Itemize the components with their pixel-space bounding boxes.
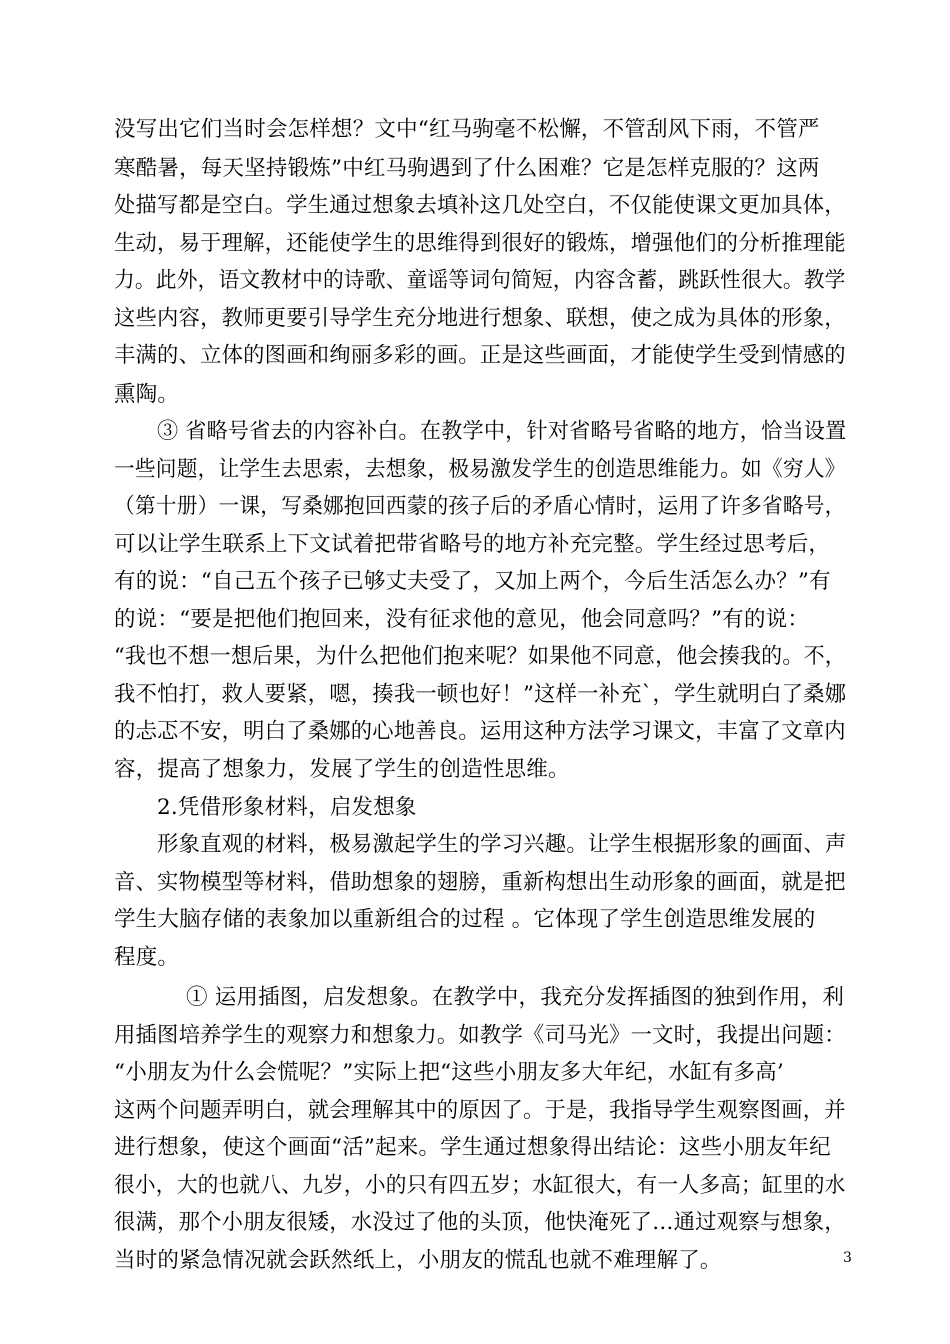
text-line: 很小，大的也就八、九岁，小的只有四五岁；水缸很大，有一人多高；缸里的水 [114,1173,846,1198]
text-line: 进行想象，使这个画面“活”起来。学生通过想象得出结论：这些小朋友年纪 [114,1135,831,1160]
text-line: 形象直观的材料，极易激起学生的学习兴趣。让学生根据形象的画面、声 [157,832,847,857]
text-line: （第十册）一课，写桑娜抱回西蒙的孩子后的矛盾心情时，运用了许多省略号， [114,494,846,519]
text-line: 这两个问题弄明白，就会理解其中的原因了。于是，我指导学生观察图画，并 [114,1098,846,1123]
text-line: ③ 省略号省去的内容补白。在教学中，针对省略号省略的地方，恰当设置 [157,419,847,444]
text-line: 一些问题，让学生去思索，去想象，极易激发学生的创造思维能力。如《穷人》 [114,457,846,482]
text-line: 容，提高了想象力，发展了学生的创造性思维。 [114,757,570,782]
section-heading: 2.凭借形象材料，启发想象 [157,795,417,820]
text-line: “小朋友为什么会慌呢？”实际上把“这些小朋友多大年纪，水缸有多高’ [114,1060,784,1085]
text-line: 熏陶。 [114,382,180,407]
text-line: 处描写都是空白。学生通过想象去填补这几处空白，不仅能使课文更加具体， [114,193,846,218]
text-line: 的说：“要是把他们抱回来，没有征求他的意见，他会同意吗？”有的说： [114,607,810,632]
text-line: 程度。 [114,945,180,970]
text-line: 这些内容，教师更要引导学生充分地进行想象、联想，使之成为具体的形象， [114,306,846,331]
text-line: 用插图培养学生的观察力和想象力。如教学《司马光》一文时，我提出问题： [114,1023,846,1048]
text-line: 学生大脑存储的表象加以重新组合的过程 。它体现了学生创造思维发展的 [114,907,816,932]
text-line: 生动，易于理解，还能使学生的思维得到很好的锻炼，增强他们的分析推理能 [114,231,846,256]
text-line: ① 运用插图，启发想象。在教学中，我充分发挥插图的独到作用，利 [186,985,845,1010]
text-line: 可以让学生联系上下文试着把带省略号的地方补充完整。学生经过思考后， [114,532,831,557]
text-line: 的忐忑不安，明白了桑娜的心地善良。运用这种方法学习课文，丰富了文章内 [114,719,846,744]
text-line: 很满，那个小朋友很矮，水没过了他的头顶，他快淹死了…通过观察与想象， [114,1210,846,1235]
text-line: 我不怕打，救人要紧，嗯，揍我一顿也好！”这样一补充`，学生就明白了桑娜 [114,682,847,707]
text-line: 音、实物模型等材料，借助想象的翅膀，重新构想出生动形象的画面，就是把 [114,870,846,895]
text-line: 丰满的、立体的图画和绚丽多彩的画。正是这些画面，才能使学生受到情感的 [114,343,846,368]
text-line: 有的说：“自己五个孩子已够丈夫受了，又加上两个，今后生活怎么办？”有 [114,569,831,594]
text-line: “我也不想一想后果，为什么把他们抱来呢？如果他不同意，他会揍我的。不， [114,644,846,669]
page-number: 3 [843,1250,852,1266]
text-line: 寒酷暑，每天坚持锻炼”中红马驹遇到了什么困难？它是怎样克服的？这两 [114,156,820,181]
text-line: 没写出它们当时会怎样想？文中“红马驹毫不松懈，不管刮风下雨，不管严 [114,117,820,142]
text-line: 当时的紧急情况就会跃然纸上，小朋友的慌乱也就不难理解了。 [114,1248,722,1273]
text-line: 力。此外，语文教材中的诗歌、童谣等词句简短，内容含蓄，跳跃性很大。教学 [114,268,846,293]
